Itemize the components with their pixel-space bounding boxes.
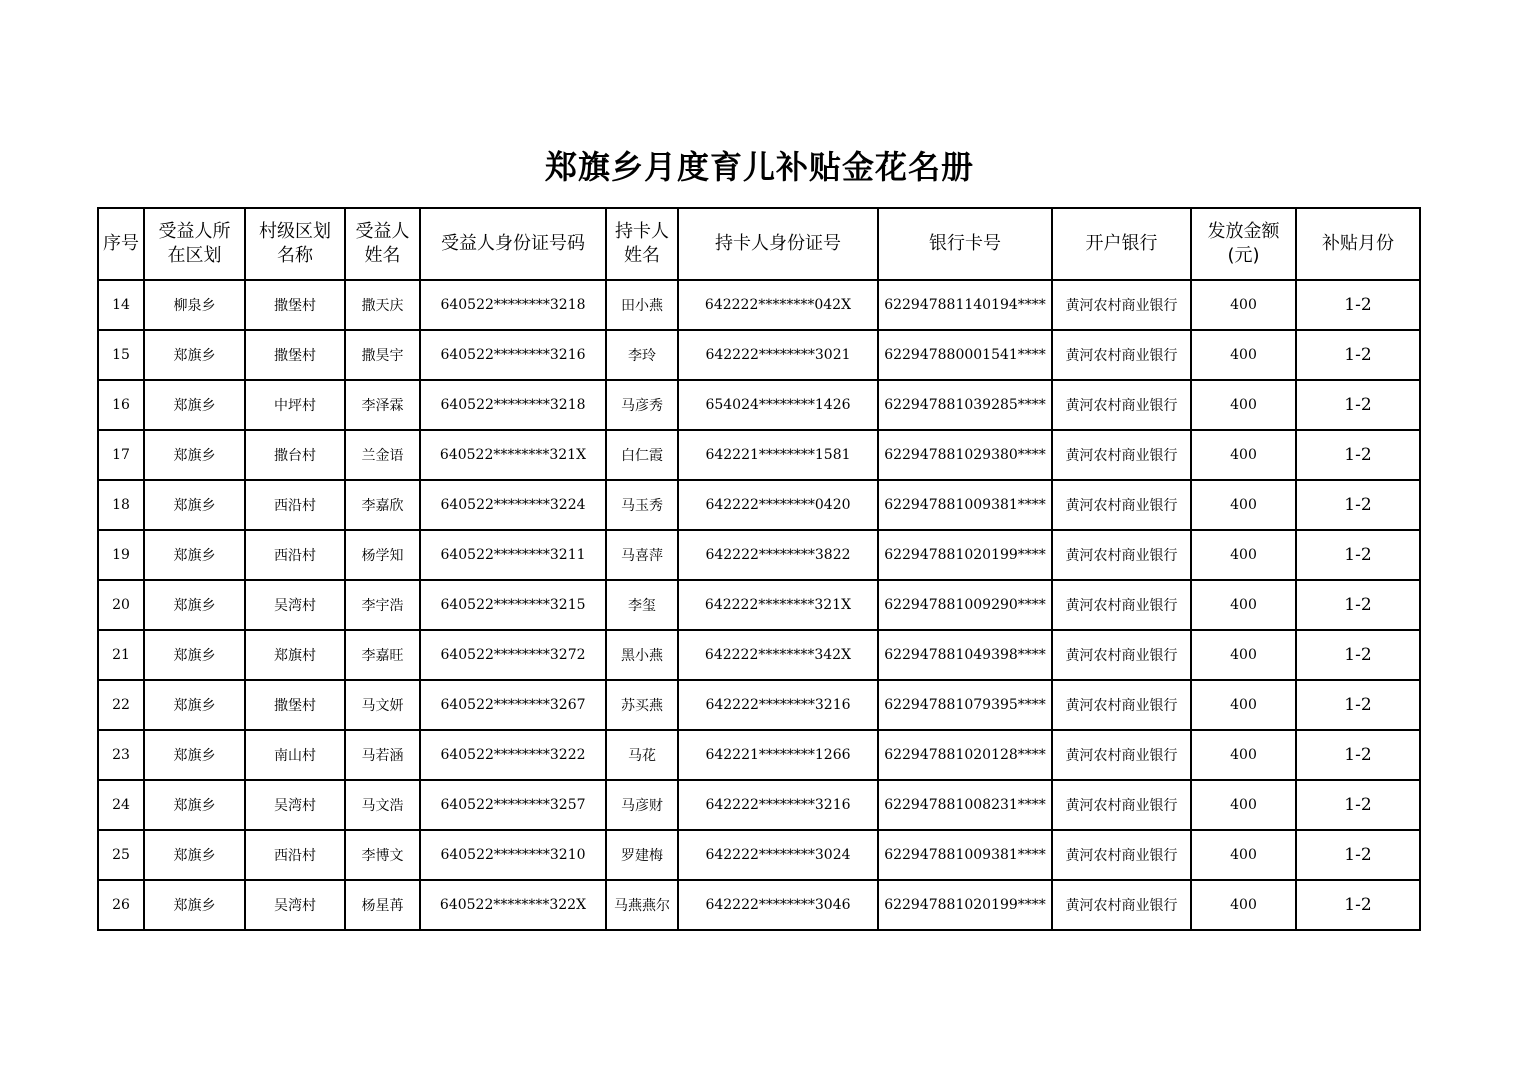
header-bank: 开户银行 (1052, 208, 1191, 280)
bank-card-number-cell: 622947881009290**** (878, 580, 1052, 630)
beneficiary-district-cell: 郑旗乡 (144, 880, 245, 930)
beneficiary-name-cell: 撒天庆 (345, 280, 420, 330)
bank-card-number-cell: 622947881009381**** (878, 830, 1052, 880)
amount-cell: 400 (1191, 680, 1296, 730)
bank-card-number-cell: 622947881020199**** (878, 880, 1052, 930)
amount-cell: 400 (1191, 530, 1296, 580)
beneficiary-district-cell: 郑旗乡 (144, 580, 245, 630)
cardholder-name-cell: 苏买燕 (606, 680, 678, 730)
cardholder-name-cell: 马彦秀 (606, 380, 678, 430)
serial-number-cell: 16 (98, 380, 144, 430)
beneficiary-name-cell: 李嘉欣 (345, 480, 420, 530)
beneficiary-district-cell: 郑旗乡 (144, 430, 245, 480)
bank-cell: 黄河农村商业银行 (1052, 830, 1191, 880)
beneficiary-id-cell: 640522********321X (420, 430, 606, 480)
beneficiary-district-cell: 柳泉乡 (144, 280, 245, 330)
subsidy-month-cell: 1-2 (1296, 880, 1420, 930)
bank-card-number-cell: 622947881029380**** (878, 430, 1052, 480)
table-row (98, 630, 1420, 680)
subsidy-month-cell: 1-2 (1296, 780, 1420, 830)
header-row (98, 208, 1420, 280)
beneficiary-name-cell: 李泽霖 (345, 380, 420, 430)
subsidy-month-cell: 1-2 (1296, 280, 1420, 330)
header-beneficiary-district: 受益人所 在区划 (144, 208, 245, 280)
header-subsidy-month: 补贴月份 (1296, 208, 1420, 280)
subsidy-month-cell: 1-2 (1296, 380, 1420, 430)
village-name-cell: 西沿村 (245, 830, 345, 880)
cardholder-id-cell: 642222********3021 (678, 330, 878, 380)
amount-cell: 400 (1191, 630, 1296, 680)
bank-cell: 黄河农村商业银行 (1052, 480, 1191, 530)
beneficiary-district-cell: 郑旗乡 (144, 730, 245, 780)
cardholder-id-cell: 642221********1581 (678, 430, 878, 480)
serial-number-cell: 21 (98, 630, 144, 680)
beneficiary-name-cell: 李嘉旺 (345, 630, 420, 680)
header-cardholder-id: 持卡人身份证号 (678, 208, 878, 280)
beneficiary-district-cell: 郑旗乡 (144, 780, 245, 830)
amount-cell: 400 (1191, 780, 1296, 830)
table-row (98, 730, 1420, 780)
table-row (98, 280, 1420, 330)
village-name-cell: 南山村 (245, 730, 345, 780)
cardholder-name-cell: 马彦财 (606, 780, 678, 830)
bank-cell: 黄河农村商业银行 (1052, 330, 1191, 380)
bank-cell: 黄河农村商业银行 (1052, 430, 1191, 480)
beneficiary-id-cell: 640522********3216 (420, 330, 606, 380)
table-row (98, 530, 1420, 580)
village-name-cell: 撒台村 (245, 430, 345, 480)
beneficiary-district-cell: 郑旗乡 (144, 380, 245, 430)
village-name-cell: 撒堡村 (245, 280, 345, 330)
beneficiary-name-cell: 杨学知 (345, 530, 420, 580)
subsidy-month-cell: 1-2 (1296, 730, 1420, 780)
table-row (98, 780, 1420, 830)
bank-cell: 黄河农村商业银行 (1052, 630, 1191, 680)
bank-card-number-cell: 622947881039285**** (878, 380, 1052, 430)
amount-cell: 400 (1191, 880, 1296, 930)
beneficiary-district-cell: 郑旗乡 (144, 530, 245, 580)
bank-cell: 黄河农村商业银行 (1052, 730, 1191, 780)
bank-cell: 黄河农村商业银行 (1052, 280, 1191, 330)
table-row (98, 680, 1420, 730)
cardholder-name-cell: 马燕燕尔 (606, 880, 678, 930)
subsidy-month-cell: 1-2 (1296, 530, 1420, 580)
cardholder-name-cell: 马喜萍 (606, 530, 678, 580)
subsidy-month-cell: 1-2 (1296, 630, 1420, 680)
cardholder-name-cell: 李玲 (606, 330, 678, 380)
bank-cell: 黄河农村商业银行 (1052, 530, 1191, 580)
amount-cell: 400 (1191, 280, 1296, 330)
village-name-cell: 郑旗村 (245, 630, 345, 680)
village-name-cell: 吴湾村 (245, 880, 345, 930)
table-row (98, 380, 1420, 430)
beneficiary-id-cell: 640522********322X (420, 880, 606, 930)
beneficiary-id-cell: 640522********3218 (420, 380, 606, 430)
cardholder-name-cell: 黑小燕 (606, 630, 678, 680)
beneficiary-id-cell: 640522********3210 (420, 830, 606, 880)
amount-cell: 400 (1191, 580, 1296, 630)
table-row (98, 330, 1420, 380)
serial-number-cell: 25 (98, 830, 144, 880)
header-amount: 发放金额 (元) (1191, 208, 1296, 280)
cardholder-id-cell: 642221********1266 (678, 730, 878, 780)
bank-card-number-cell: 622947881049398**** (878, 630, 1052, 680)
beneficiary-district-cell: 郑旗乡 (144, 830, 245, 880)
beneficiary-name-cell: 李博文 (345, 830, 420, 880)
header-bank-card-number: 银行卡号 (878, 208, 1052, 280)
amount-cell: 400 (1191, 830, 1296, 880)
header-beneficiary-id: 受益人身份证号码 (420, 208, 606, 280)
bank-card-number-cell: 622947880001541**** (878, 330, 1052, 380)
serial-number-cell: 20 (98, 580, 144, 630)
table-row (98, 880, 1420, 930)
cardholder-name-cell: 罗建梅 (606, 830, 678, 880)
village-name-cell: 吴湾村 (245, 780, 345, 830)
beneficiary-id-cell: 640522********3215 (420, 580, 606, 630)
table-row (98, 430, 1420, 480)
subsidy-month-cell: 1-2 (1296, 480, 1420, 530)
beneficiary-id-cell: 640522********3257 (420, 780, 606, 830)
beneficiary-id-cell: 640522********3272 (420, 630, 606, 680)
serial-number-cell: 15 (98, 330, 144, 380)
header-serial-number: 序号 (98, 208, 144, 280)
header-village-name: 村级区划 名称 (245, 208, 345, 280)
beneficiary-name-cell: 马若涵 (345, 730, 420, 780)
subsidy-roster-table (97, 207, 1421, 931)
beneficiary-id-cell: 640522********3267 (420, 680, 606, 730)
subsidy-month-cell: 1-2 (1296, 330, 1420, 380)
village-name-cell: 西沿村 (245, 480, 345, 530)
bank-card-number-cell: 622947881009381**** (878, 480, 1052, 530)
cardholder-id-cell: 642222********0420 (678, 480, 878, 530)
beneficiary-district-cell: 郑旗乡 (144, 330, 245, 380)
cardholder-name-cell: 马花 (606, 730, 678, 780)
cardholder-id-cell: 642222********342X (678, 630, 878, 680)
bank-cell: 黄河农村商业银行 (1052, 680, 1191, 730)
table-row (98, 480, 1420, 530)
beneficiary-name-cell: 杨星苒 (345, 880, 420, 930)
beneficiary-district-cell: 郑旗乡 (144, 630, 245, 680)
table-row (98, 580, 1420, 630)
serial-number-cell: 14 (98, 280, 144, 330)
beneficiary-name-cell: 李宇浩 (345, 580, 420, 630)
subsidy-month-cell: 1-2 (1296, 430, 1420, 480)
beneficiary-district-cell: 郑旗乡 (144, 680, 245, 730)
beneficiary-id-cell: 640522********3218 (420, 280, 606, 330)
beneficiary-name-cell: 撒昊宇 (345, 330, 420, 380)
beneficiary-name-cell: 马文妍 (345, 680, 420, 730)
amount-cell: 400 (1191, 330, 1296, 380)
cardholder-id-cell: 654024********1426 (678, 380, 878, 430)
beneficiary-name-cell: 马文浩 (345, 780, 420, 830)
amount-cell: 400 (1191, 480, 1296, 530)
village-name-cell: 吴湾村 (245, 580, 345, 630)
cardholder-name-cell: 李玺 (606, 580, 678, 630)
cardholder-name-cell: 田小燕 (606, 280, 678, 330)
serial-number-cell: 22 (98, 680, 144, 730)
cardholder-id-cell: 642222********3024 (678, 830, 878, 880)
bank-cell: 黄河农村商业银行 (1052, 580, 1191, 630)
cardholder-id-cell: 642222********042X (678, 280, 878, 330)
header-beneficiary-name: 受益人 姓名 (345, 208, 420, 280)
serial-number-cell: 19 (98, 530, 144, 580)
bank-card-number-cell: 622947881020128**** (878, 730, 1052, 780)
cardholder-id-cell: 642222********3216 (678, 680, 878, 730)
beneficiary-id-cell: 640522********3224 (420, 480, 606, 530)
subsidy-month-cell: 1-2 (1296, 680, 1420, 730)
cardholder-id-cell: 642222********321X (678, 580, 878, 630)
amount-cell: 400 (1191, 380, 1296, 430)
bank-card-number-cell: 622947881008231**** (878, 780, 1052, 830)
village-name-cell: 撒堡村 (245, 680, 345, 730)
header-cardholder-name: 持卡人 姓名 (606, 208, 678, 280)
serial-number-cell: 18 (98, 480, 144, 530)
table-body (98, 280, 1420, 930)
beneficiary-district-cell: 郑旗乡 (144, 480, 245, 530)
page-title: 郑旗乡月度育儿补贴金花名册 (544, 148, 974, 186)
beneficiary-name-cell: 兰金语 (345, 430, 420, 480)
village-name-cell: 西沿村 (245, 530, 345, 580)
bank-card-number-cell: 622947881079395**** (878, 680, 1052, 730)
serial-number-cell: 23 (98, 730, 144, 780)
serial-number-cell: 26 (98, 880, 144, 930)
serial-number-cell: 17 (98, 430, 144, 480)
beneficiary-id-cell: 640522********3211 (420, 530, 606, 580)
cardholder-name-cell: 马玉秀 (606, 480, 678, 530)
serial-number-cell: 24 (98, 780, 144, 830)
amount-cell: 400 (1191, 430, 1296, 480)
village-name-cell: 中坪村 (245, 380, 345, 430)
bank-cell: 黄河农村商业银行 (1052, 380, 1191, 430)
cardholder-id-cell: 642222********3216 (678, 780, 878, 830)
bank-cell: 黄河农村商业银行 (1052, 880, 1191, 930)
village-name-cell: 撒堡村 (245, 330, 345, 380)
bank-cell: 黄河农村商业银行 (1052, 780, 1191, 830)
beneficiary-id-cell: 640522********3222 (420, 730, 606, 780)
cardholder-id-cell: 642222********3822 (678, 530, 878, 580)
amount-cell: 400 (1191, 730, 1296, 780)
cardholder-name-cell: 白仁霞 (606, 430, 678, 480)
table-row (98, 830, 1420, 880)
subsidy-month-cell: 1-2 (1296, 830, 1420, 880)
cardholder-id-cell: 642222********3046 (678, 880, 878, 930)
bank-card-number-cell: 622947881140194**** (878, 280, 1052, 330)
bank-card-number-cell: 622947881020199**** (878, 530, 1052, 580)
subsidy-month-cell: 1-2 (1296, 580, 1420, 630)
